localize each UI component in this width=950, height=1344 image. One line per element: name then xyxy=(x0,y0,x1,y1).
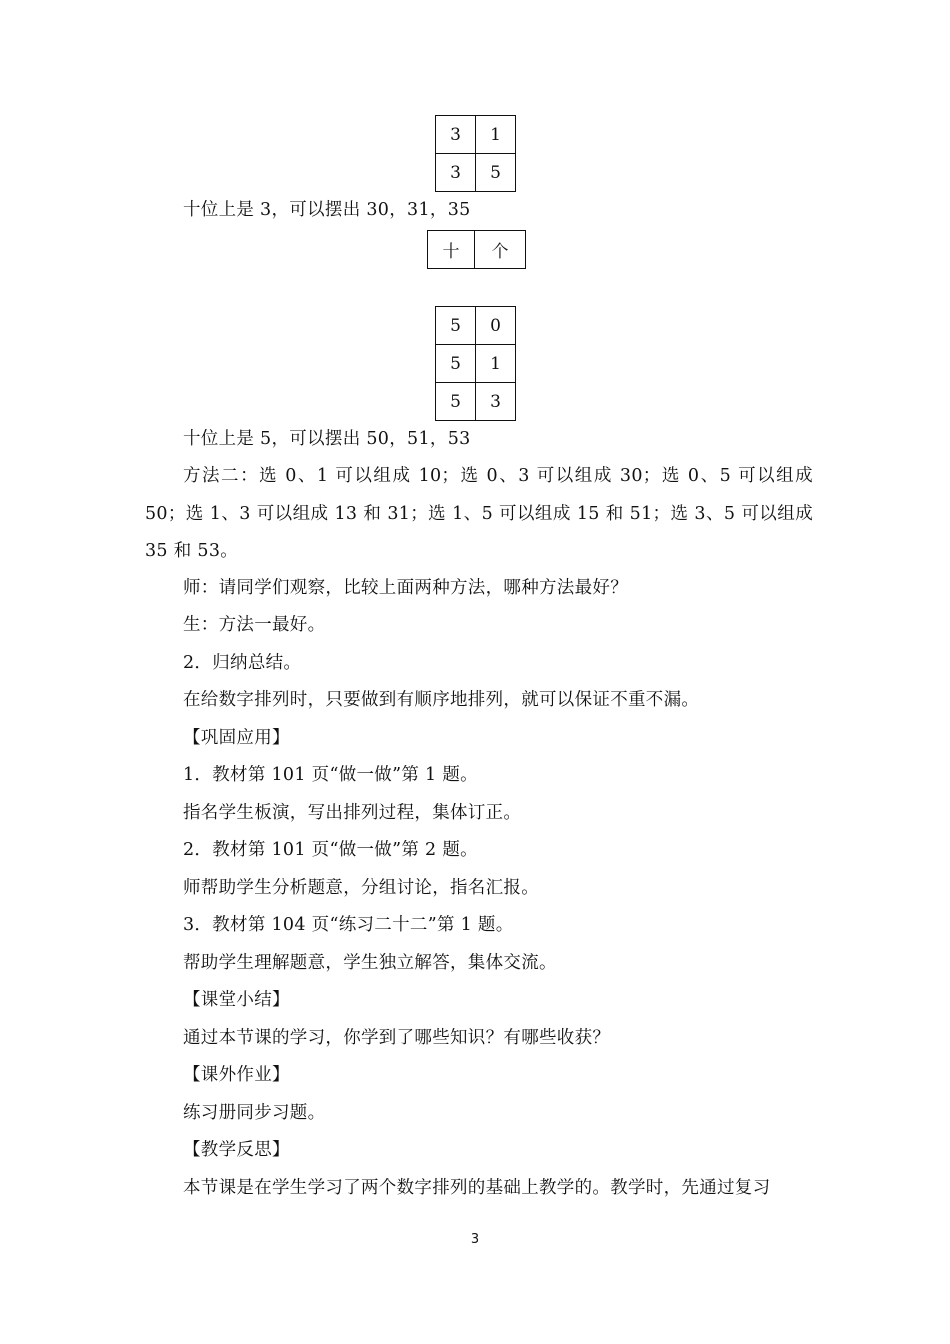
exercise-3-note: 帮助学生理解题意，学生独立解答，集体交流。 xyxy=(183,953,557,973)
class-summary-body: 通过本节课的学习，你学到了哪些知识？有哪些收获？ xyxy=(183,1028,611,1048)
grid-row xyxy=(436,383,516,421)
grid-cell: 1 xyxy=(476,116,516,154)
digit-grid-tens-5 xyxy=(435,306,516,421)
grid-row xyxy=(428,231,526,269)
homework-body: 练习册同步习题。 xyxy=(183,1103,326,1123)
grid-cell: 3 xyxy=(436,116,476,154)
exercise-3: 3．教材第 104 页“练习二十二”第 1 题。 xyxy=(183,915,514,935)
exercise-1: 1．教材第 101 页“做一做”第 1 题。 xyxy=(183,765,478,785)
consolidate-heading: 【巩固应用】 xyxy=(183,728,290,748)
tens-5-result: 十位上是 5，可以摆出 50，51，53 xyxy=(183,429,471,449)
reflection-body: 本节课是在学生学习了两个数字排列的基础上教学的。教学时，先通过复习 xyxy=(183,1178,771,1198)
homework-heading: 【课外作业】 xyxy=(183,1065,290,1085)
grid-cell: 3 xyxy=(476,383,516,421)
teacher-question: 师：请同学们观察，比较上面两种方法，哪种方法最好？ xyxy=(183,578,628,598)
grid-cell: 3 xyxy=(436,154,476,192)
grid-cell: 0 xyxy=(476,307,516,345)
grid-cell: 1 xyxy=(476,345,516,383)
grid-cell: 5 xyxy=(436,383,476,421)
place-value-header-grid xyxy=(427,230,526,269)
grid-cell: 5 xyxy=(476,154,516,192)
method-two-paragraph: 方法二：选 0、1 可以组成 10；选 0、3 可以组成 30；选 0、5 可以组成 50；选 1、3 可以组成 13 和 31；选 1、5 可以组成 15 和 51；选 3、5 可以组成 35 和 53。 xyxy=(145,466,813,561)
grid-cell: 个 xyxy=(475,231,526,269)
grid-row xyxy=(436,345,516,383)
class-summary-heading: 【课堂小结】 xyxy=(183,990,290,1010)
exercise-1-note: 指名学生板演，写出排列过程，集体订正。 xyxy=(183,803,522,823)
summary-body: 在给数字排列时，只要做到有顺序地排列，就可以保证不重不漏。 xyxy=(183,690,700,710)
tens-3-result: 十位上是 3，可以摆出 30，31，35 xyxy=(183,200,471,220)
digit-grid-tens-3 xyxy=(435,115,516,192)
grid-row xyxy=(436,307,516,345)
student-answer: 生：方法一最好。 xyxy=(183,615,326,635)
summary-heading: 2．归纳总结。 xyxy=(183,653,302,673)
grid-cell: 5 xyxy=(436,307,476,345)
grid-row xyxy=(436,116,516,154)
exercise-2-note: 师帮助学生分析题意，分组讨论，指名汇报。 xyxy=(183,878,539,898)
page-number: 3 xyxy=(470,1232,480,1247)
reflection-heading: 【教学反思】 xyxy=(183,1140,290,1160)
exercise-2: 2．教材第 101 页“做一做”第 2 题。 xyxy=(183,840,478,860)
grid-cell: 十 xyxy=(428,231,475,269)
grid-row xyxy=(436,154,516,192)
grid-cell: 5 xyxy=(436,345,476,383)
